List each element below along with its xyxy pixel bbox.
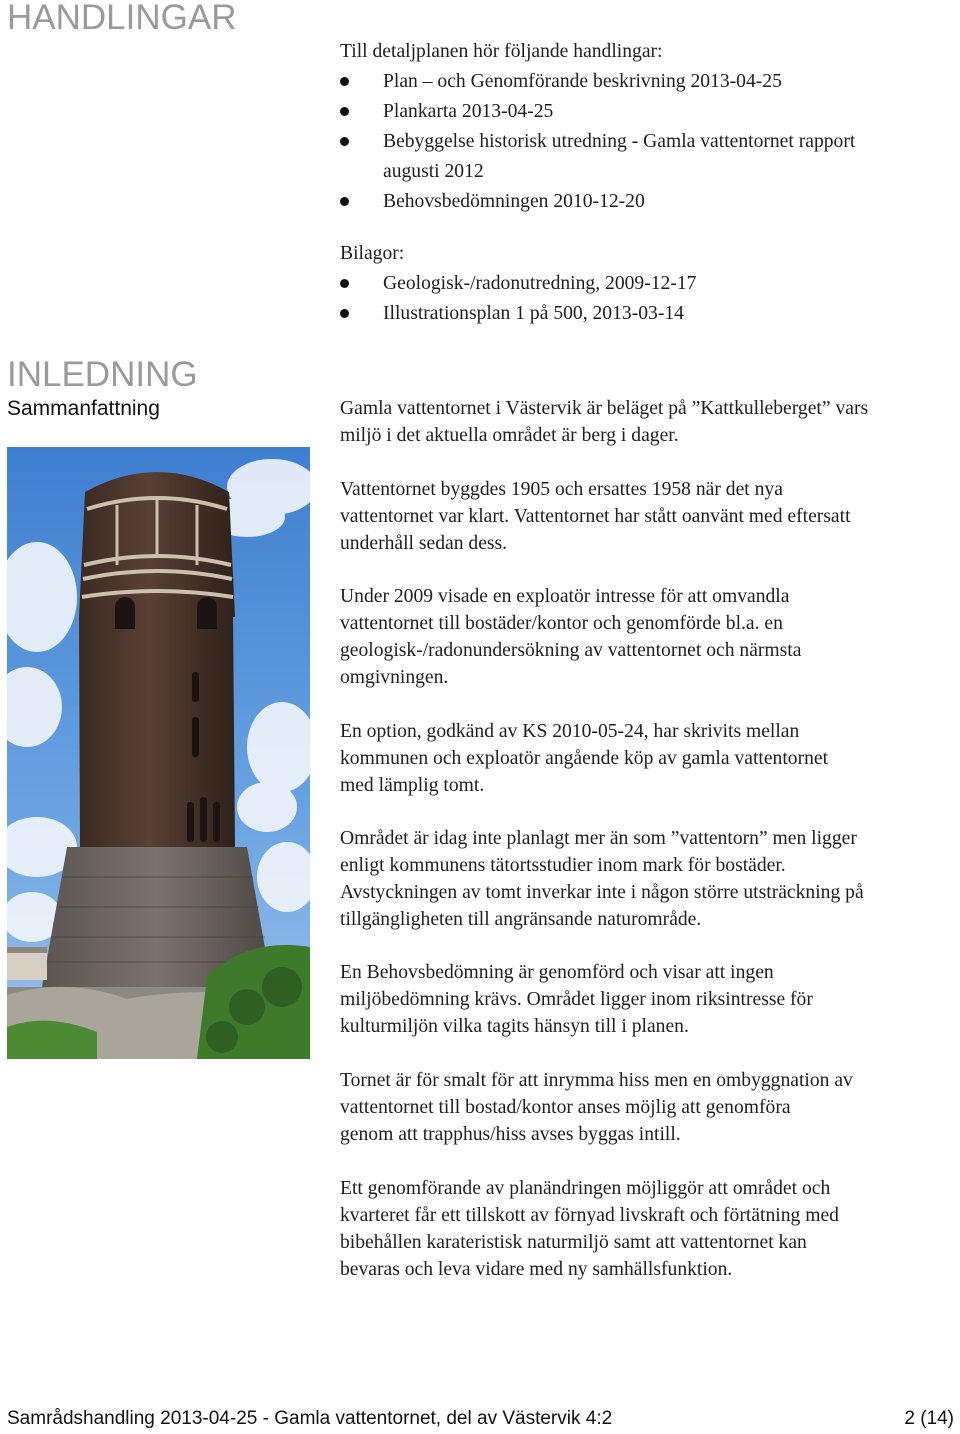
page-footer	[7, 1408, 954, 1430]
text-line: tillgängligheten till angränsande naturområde.	[340, 909, 702, 930]
summary-paragraph-2	[340, 476, 960, 557]
text-line: Vattentornet byggdes 1905 och ersattes 1958 när det nya	[340, 479, 783, 500]
text-line: Tornet är för smalt för att inrymma hiss men en ombyggnation av	[340, 1070, 853, 1091]
handlingar-list	[340, 67, 960, 217]
text-line: kvarteret får ett tillskott av förnyad livskraft och förtätning med	[340, 1205, 839, 1226]
text-line: omgivningen.	[340, 667, 449, 688]
summary-paragraph-4	[340, 718, 960, 799]
summary-paragraph-8	[340, 1175, 960, 1283]
summary-paragraph-5	[340, 825, 960, 933]
text-line: Under 2009 visade en exploatör intresse för att omvandla	[340, 586, 790, 607]
list-item-continuation-text: augusti 2012	[383, 161, 484, 182]
text-line: enligt kommunens tätortsstudier inom mark för bostäder.	[340, 855, 786, 876]
text-line: vattentornet till bostäder/kontor och genomförde bl.a. en	[340, 613, 783, 634]
inledning-heading: INLEDNING	[7, 355, 198, 394]
text-line: Ett genomförande av planändringen möjliggör att området och	[340, 1178, 831, 1199]
list-item: Geologisk-/radonutredning, 2009-12-17	[340, 269, 960, 299]
text-line: kommunen och exploatör angående köp av gamla vattentornet	[340, 748, 829, 769]
text-line: Gamla vattentornet i Västervik är beläget på ”Kattkulleberget” vars	[340, 398, 869, 419]
text-line: En option, godkänd av KS 2010-05-24, har skrivits mellan	[340, 721, 800, 742]
handlingar-intro: Till detaljplanen hör följande handlingar:	[340, 41, 663, 62]
handlingar-heading: HANDLINGAR	[7, 0, 237, 37]
list-item: Bebyggelse historisk utredning - Gamla vattentornet rapport	[340, 127, 960, 157]
footer-title: Samrådshandling 2013-04-25 - Gamla vattentornet, del av Västervik 4:2	[7, 1408, 613, 1429]
list-item-continuation	[340, 157, 960, 187]
summary-paragraph-7	[340, 1067, 960, 1148]
text-line: miljö i det aktuella området är berg i dager.	[340, 425, 679, 446]
list-item: Plan – och Genomförande beskrivning 2013-04-25	[340, 67, 960, 97]
text-line: kulturmiljön vilka tagits hänsyn till i planen.	[340, 1016, 689, 1037]
water-tower-photo	[7, 447, 310, 1059]
sammanfattning-subheading: Sammanfattning	[7, 397, 160, 420]
handlingar-section	[340, 37, 960, 217]
text-line: med lämplig tomt.	[340, 775, 485, 796]
list-item: Illustrationsplan 1 på 500, 2013-03-14	[340, 299, 960, 329]
summary-paragraph-3	[340, 583, 960, 691]
bilagor-label: Bilagor:	[340, 243, 405, 264]
list-item: Behovsbedömningen 2010-12-20	[340, 187, 960, 217]
summary-paragraph-1	[340, 395, 960, 449]
text-line: miljöbedömning krävs. Området ligger inom riksintresse för	[340, 989, 813, 1010]
text-line: Området är idag inte planlagt mer än som ”vattentorn” men ligger	[340, 828, 857, 849]
bilagor-section	[340, 239, 960, 329]
text-line: vattentornet var klart. Vattentornet har stått oanvänt med eftersatt	[340, 506, 851, 527]
text-line: geologisk-/radonundersökning av vattentornet och närmsta	[340, 640, 802, 661]
text-line: Avstyckningen av tomt inverkar inte i någon större utsträckning på	[340, 882, 864, 903]
text-line: bevaras och leva vidare med ny samhällsfunktion.	[340, 1259, 733, 1280]
page-number: 2 (14)	[904, 1408, 954, 1429]
text-line: underhåll sedan dess.	[340, 533, 508, 554]
text-line: vattentornet till bostad/kontor anses möjlig att genomföra	[340, 1097, 791, 1118]
list-item: Plankarta 2013-04-25	[340, 97, 960, 127]
text-line: En Behovsbedömning är genomförd och visar att ingen	[340, 962, 774, 983]
bilagor-list	[340, 269, 960, 329]
summary-paragraph-6	[340, 959, 960, 1040]
text-line: bibehållen karateristisk naturmiljö samt att vattentornet kan	[340, 1232, 807, 1253]
text-line: genom att trapphus/hiss avses byggas intill.	[340, 1124, 681, 1145]
